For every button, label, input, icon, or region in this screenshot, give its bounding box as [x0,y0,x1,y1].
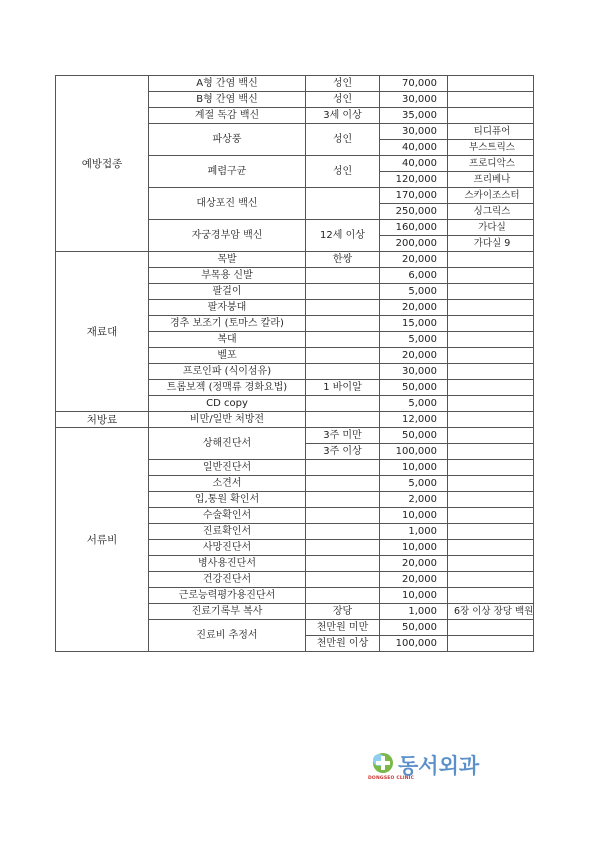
table-row [56,252,534,268]
item-name: 복대 [149,332,306,348]
item-target [306,284,380,300]
item-price: 250,000 [380,204,448,220]
item-name: 트롬보젝 (정맥류 경화요법) [149,380,306,396]
item-target: 성인 [306,92,380,108]
item-target: 성인 [306,124,380,156]
category-materials: 재료대 [56,252,149,412]
item-price: 40,000 [380,140,448,156]
item-name: 사망진단서 [149,540,306,556]
item-name: 상해진단서 [149,428,306,460]
item-target: 1 바이알 [306,380,380,396]
item-target [306,572,380,588]
item-name: 팔자붕대 [149,300,306,316]
item-note [448,364,534,380]
item-price: 20,000 [380,348,448,364]
item-price: 10,000 [380,460,448,476]
item-name: 소견서 [149,476,306,492]
item-price: 1,000 [380,524,448,540]
clinic-logo-icon [368,748,398,778]
item-target [306,412,380,428]
item-note [448,620,534,636]
item-name: 파상풍 [149,124,306,156]
item-target [306,524,380,540]
item-name: CD copy [149,396,306,412]
item-price: 30,000 [380,364,448,380]
clinic-subtitle: DONGSEO CLINIC [368,776,415,781]
clinic-logo [368,748,498,784]
item-name: 진료기록부 복사 [149,604,306,620]
item-price: 160,000 [380,220,448,236]
item-note: 스카이조스터 [448,188,534,204]
item-price: 200,000 [380,236,448,252]
item-price: 5,000 [380,332,448,348]
item-note: 싱그릭스 [448,204,534,220]
item-name: 진료비 추정서 [149,620,306,652]
item-note [448,588,534,604]
item-target [306,556,380,572]
item-target [306,588,380,604]
item-price: 1,000 [380,604,448,620]
item-target: 3세 이상 [306,108,380,124]
item-name: 경추 보조기 (토마스 칼라) [149,316,306,332]
item-note [448,300,534,316]
item-price: 10,000 [380,508,448,524]
item-price: 2,000 [380,492,448,508]
item-price: 20,000 [380,300,448,316]
item-note [448,76,534,92]
item-price: 30,000 [380,124,448,140]
item-name: 벨포 [149,348,306,364]
item-note: 티디퓨어 [448,124,534,140]
item-note [448,444,534,460]
item-note: 가다실 [448,220,534,236]
item-note [448,556,534,572]
item-name: 건강진단서 [149,572,306,588]
item-name: 근로능력평가용진단서 [149,588,306,604]
item-name: 프로인파 (식이섬유) [149,364,306,380]
item-target: 3주 이상 [306,444,380,460]
item-target [306,364,380,380]
item-name: 비만/일반 처방전 [149,412,306,428]
item-name: 폐렴구균 [149,156,306,188]
item-note [448,508,534,524]
item-note: 가다실 9 [448,236,534,252]
item-note [448,428,534,444]
item-note [448,332,534,348]
item-price: 100,000 [380,444,448,460]
item-target: 성인 [306,76,380,92]
item-target: 한쌍 [306,252,380,268]
category-vaccination: 예방접종 [56,76,149,252]
item-target: 천만원 미만 [306,620,380,636]
item-target: 3주 미만 [306,428,380,444]
item-note [448,476,534,492]
item-price: 50,000 [380,380,448,396]
fee-table [55,75,534,652]
category-prescription: 처방료 [56,412,149,428]
item-note: 부스트릭스 [448,140,534,156]
item-name: 진료확인서 [149,524,306,540]
item-note [448,348,534,364]
item-note [448,540,534,556]
item-target: 장당 [306,604,380,620]
item-target [306,492,380,508]
item-note [448,396,534,412]
item-price: 170,000 [380,188,448,204]
item-name: 수술확인서 [149,508,306,524]
item-price: 15,000 [380,316,448,332]
table-row [56,76,534,92]
item-name: A형 간염 백신 [149,76,306,92]
clinic-name: 동서외과 [398,754,480,778]
item-note [448,524,534,540]
item-target: 천만원 이상 [306,636,380,652]
item-price: 40,000 [380,156,448,172]
item-price: 20,000 [380,252,448,268]
category-documents: 서류비 [56,428,149,652]
item-note [448,92,534,108]
item-price: 5,000 [380,396,448,412]
item-target [306,300,380,316]
item-price: 35,000 [380,108,448,124]
item-target [306,316,380,332]
item-note [448,284,534,300]
item-price: 12,000 [380,412,448,428]
item-price: 100,000 [380,636,448,652]
item-price: 120,000 [380,172,448,188]
item-note: 6장 이상 장당 백원 [448,604,534,620]
item-note [448,460,534,476]
item-target: 12세 이상 [306,220,380,252]
item-name: B형 간염 백신 [149,92,306,108]
item-target: 성인 [306,156,380,188]
item-price: 6,000 [380,268,448,284]
item-name: 자궁경부암 백신 [149,220,306,252]
item-name: 병사용진단서 [149,556,306,572]
item-target [306,332,380,348]
item-target [306,508,380,524]
item-note [448,492,534,508]
item-price: 20,000 [380,556,448,572]
item-name: 팔걸이 [149,284,306,300]
item-target [306,188,380,220]
item-note [448,268,534,284]
item-price: 50,000 [380,428,448,444]
item-note: 프로디악스 [448,156,534,172]
item-note [448,380,534,396]
table-row [56,428,534,444]
item-price: 5,000 [380,476,448,492]
item-note [448,316,534,332]
item-note [448,412,534,428]
item-price: 30,000 [380,92,448,108]
item-name: 계절 독감 백신 [149,108,306,124]
item-name: 일반진단서 [149,460,306,476]
table-row [56,412,534,428]
item-target [306,540,380,556]
item-name: 목발 [149,252,306,268]
item-price: 70,000 [380,76,448,92]
item-note [448,572,534,588]
item-target [306,268,380,284]
item-target [306,396,380,412]
item-note: 프리베나 [448,172,534,188]
item-name: 대상포진 백신 [149,188,306,220]
item-price: 10,000 [380,540,448,556]
item-target [306,460,380,476]
item-price: 5,000 [380,284,448,300]
item-note [448,108,534,124]
item-price: 50,000 [380,620,448,636]
item-name: 입,통원 확인서 [149,492,306,508]
item-price: 10,000 [380,588,448,604]
item-price: 20,000 [380,572,448,588]
item-name: 부목용 신발 [149,268,306,284]
item-note [448,252,534,268]
item-target [306,476,380,492]
item-target [306,348,380,364]
item-note [448,636,534,652]
